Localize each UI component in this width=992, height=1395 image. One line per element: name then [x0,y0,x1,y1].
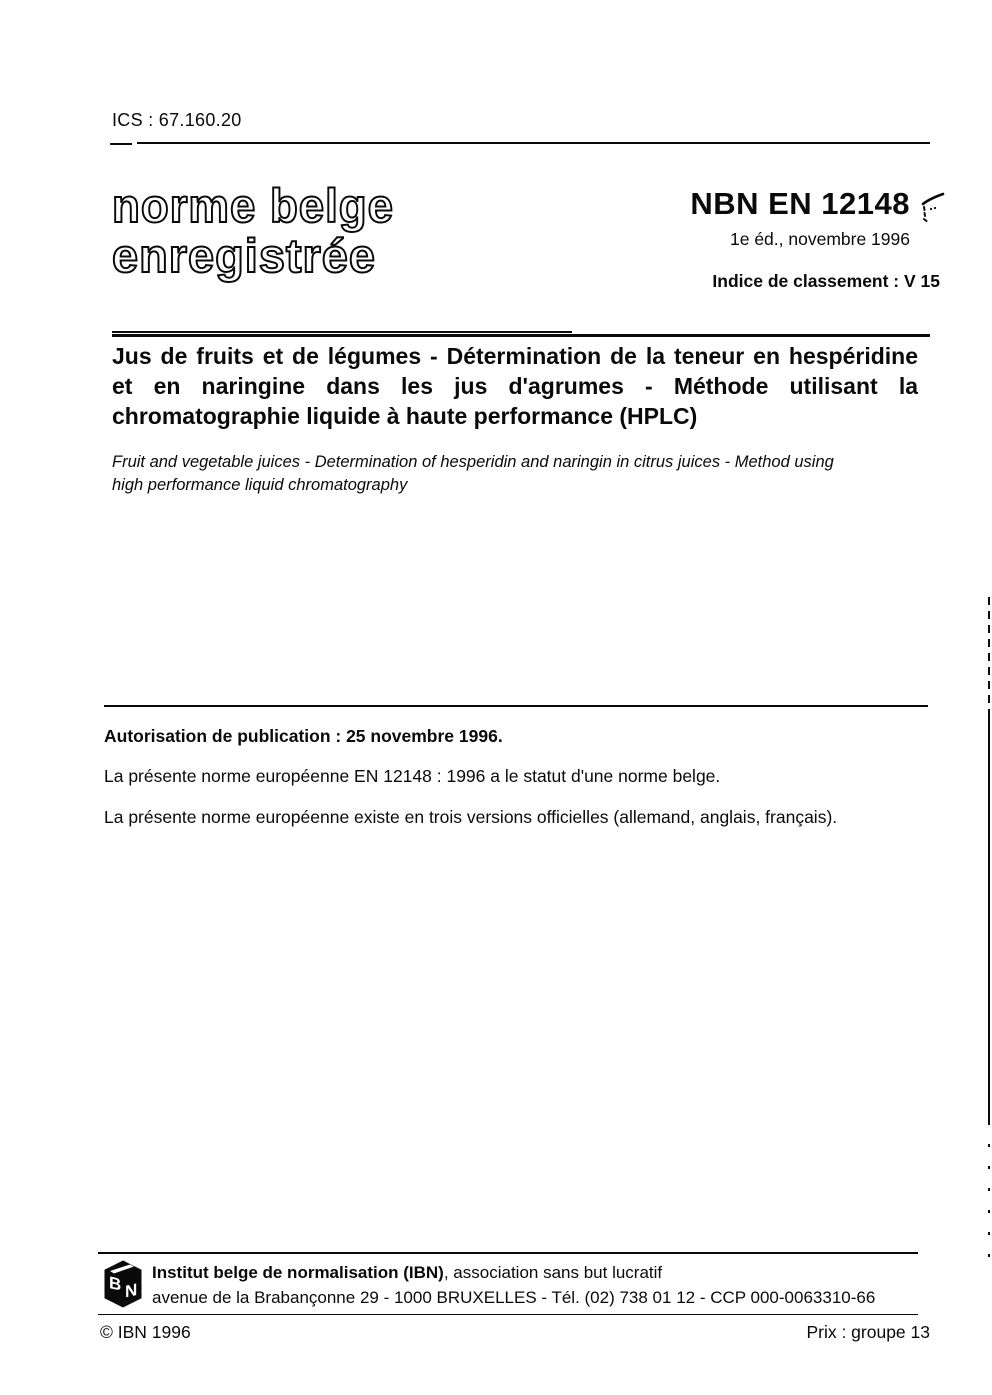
publisher-name: Institut belge de normalisation (IBN) [152,1263,444,1282]
publisher-qualifier: , association sans but lucratif [443,1263,663,1282]
classification-index: Indice de classement : V 15 [712,271,940,291]
doc-type-line1: norme belge [112,179,394,232]
authorization-note: Autorisation de publication : 25 novembre 1996. [104,726,503,746]
scan-artifact-dotted-line [988,1122,990,1272]
title-rule [112,334,930,337]
status-note: La présente norme européenne EN 12148 : 1996 a le statut d'une norme belge. [104,766,721,786]
publisher-line [152,1263,662,1283]
title-en-line1: Fruit and vegetable juices - Determination of hesperidin and naringin in citrus juices - Method using [112,453,834,471]
edition-date: 1e éd., novembre 1996 [730,229,910,249]
copyright-notice: © IBN 1996 [100,1322,191,1342]
scan-artifact-dashed-line [988,597,990,712]
title-french [112,341,918,431]
doc-type-outline-text [110,176,440,286]
title-fr-line1: Jus de fruits et de légumes - Détermination de la teneur en hespéridine [112,343,918,369]
pen-mark [920,188,948,224]
doc-type-line2: enregistrée [112,229,376,282]
title-rule-upper [112,331,572,333]
versions-note: La présente norme européenne existe en trois versions officielles (allemand, anglais, français). [104,807,838,827]
top-rule-segment [110,143,132,145]
mid-rule [104,705,928,707]
scan-artifact-solid-line [988,712,990,1122]
price-group: Prix : groupe 13 [806,1322,930,1342]
top-rule [137,142,930,144]
logo-letter-b: B [109,1272,122,1295]
title-english [112,451,922,497]
logo-letter-n: N [125,1279,138,1302]
footer-rule-bottom [98,1314,918,1315]
ibn-cube-logo [104,1260,142,1308]
ics-code: ICS : 67.160.20 [112,110,242,130]
title-fr-line3: chromatographie liquide à haute performance (HPLC) [112,403,698,429]
publisher-address: avenue de la Brabançonne 29 - 1000 BRUXELLES - Tél. (02) 738 01 12 - CCP 000-0063310-66 [152,1288,876,1307]
standard-number: NBN EN 12148 [690,186,910,221]
title-fr-line2: et en naringine dans les jus d'agrumes - Méthode utilisant la [112,373,918,399]
footer-rule-top [98,1252,918,1254]
title-en-line2: high performance liquid chromatography [112,476,408,494]
